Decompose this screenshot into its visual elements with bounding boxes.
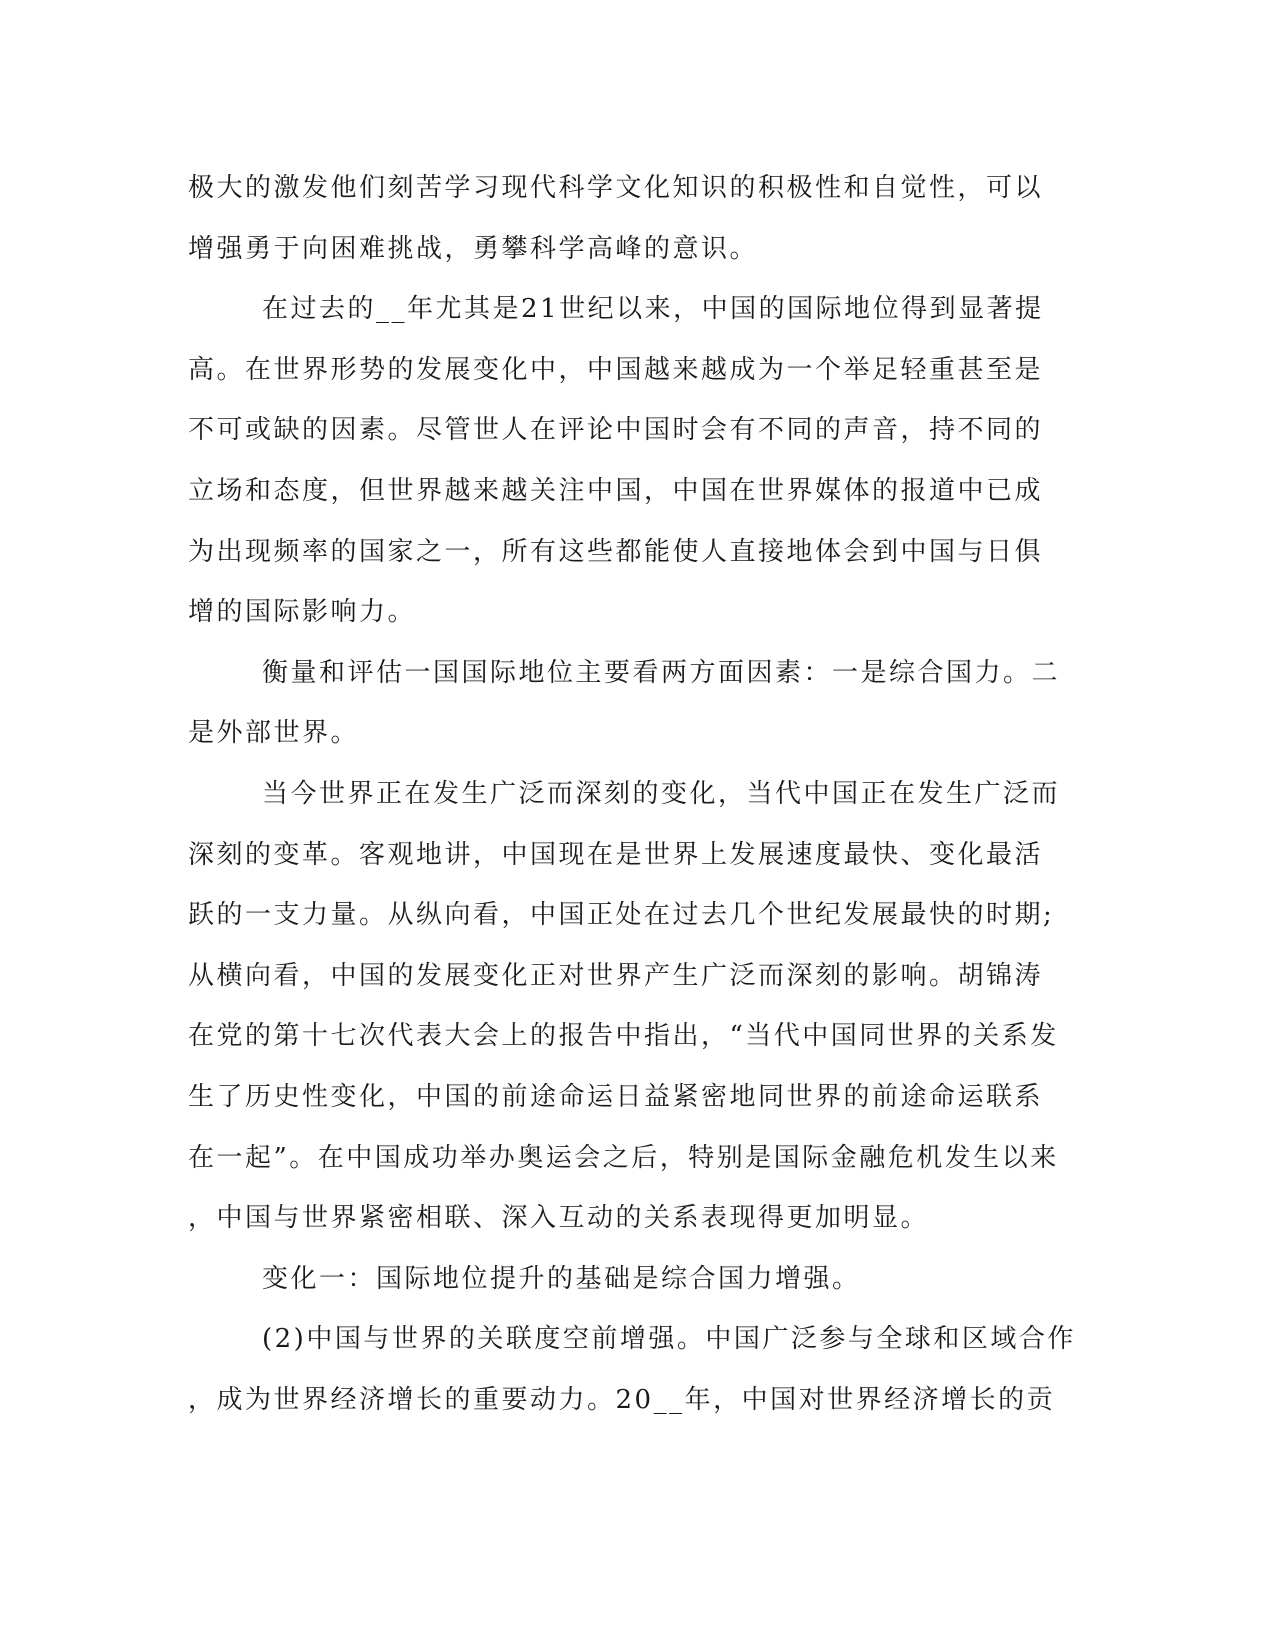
text-line-13: 跃的一支力量。从纵向看，中国正处在过去几个世纪发展最快的时期; — [188, 900, 1055, 931]
text-line-7: 为出现频率的国家之一，所有这些都能使人直接地体会到中国与日俱 — [188, 536, 1044, 567]
text-line-1: 极大的激发他们刻苦学习现代科学文化知识的积极性和自觉性，可以 — [188, 173, 1044, 203]
text-line-19: 变化一：国际地位提升的基础是综合国力增强。 — [262, 1263, 861, 1294]
text-line-16: 生了历史性变化，中国的前途命运日益紧密地同世界的前途命运联系 — [188, 1081, 1044, 1112]
text-line-6: 立场和态度，但世界越来越关注中国，中国在世界媒体的报道中已成 — [188, 475, 1044, 506]
document-body — [188, 158, 1076, 1430]
text-line-2: 增强勇于向困难挑战，勇攀科学高峰的意识。 — [188, 233, 759, 264]
text-line-20: (2)中国与世界的关联度空前增强。中国广泛参与全球和区域合作 — [262, 1324, 1076, 1355]
text-line-11: 当今世界正在发生广泛而深刻的变化，当代中国正在发生广泛而 — [262, 778, 1061, 809]
text-line-21: ，成为世界经济增长的重要动力。20__年，中国对世界经济增长的贡 — [188, 1384, 1056, 1415]
text-line-9: 衡量和评估一国国际地位主要看两方面因素：一是综合国力。二 — [262, 657, 1061, 688]
text-line-14: 从横向看，中国的发展变化正对世界产生广泛而深刻的影响。胡锦涛 — [188, 960, 1044, 991]
text-line-8: 增的国际影响力。 — [188, 597, 417, 628]
text-line-12: 深刻的变革。客观地讲，中国现在是世界上发展速度最快、变化最活 — [188, 839, 1044, 870]
text-line-17: 在一起”。在中国成功举办奥运会之后，特别是国际金融危机发生以来 — [188, 1142, 1059, 1173]
text-line-3: 在过去的__年尤其是21世纪以来，中国的国际地位得到显著提 — [262, 294, 1044, 325]
text-line-15: 在党的第十七次代表大会上的报告中指出，“当代中国同世界的关系发 — [188, 1021, 1059, 1052]
text-line-4: 高。在世界形势的发展变化中，中国越来越成为一个举足轻重甚至是 — [188, 354, 1044, 385]
text-line-5: 不可或缺的因素。尽管世人在评论中国时会有不同的声音，持不同的 — [188, 415, 1044, 446]
text-line-18: ，中国与世界紧密相联、深入互动的关系表现得更加明显。 — [188, 1203, 930, 1234]
text-line-10: 是外部世界。 — [188, 718, 360, 749]
